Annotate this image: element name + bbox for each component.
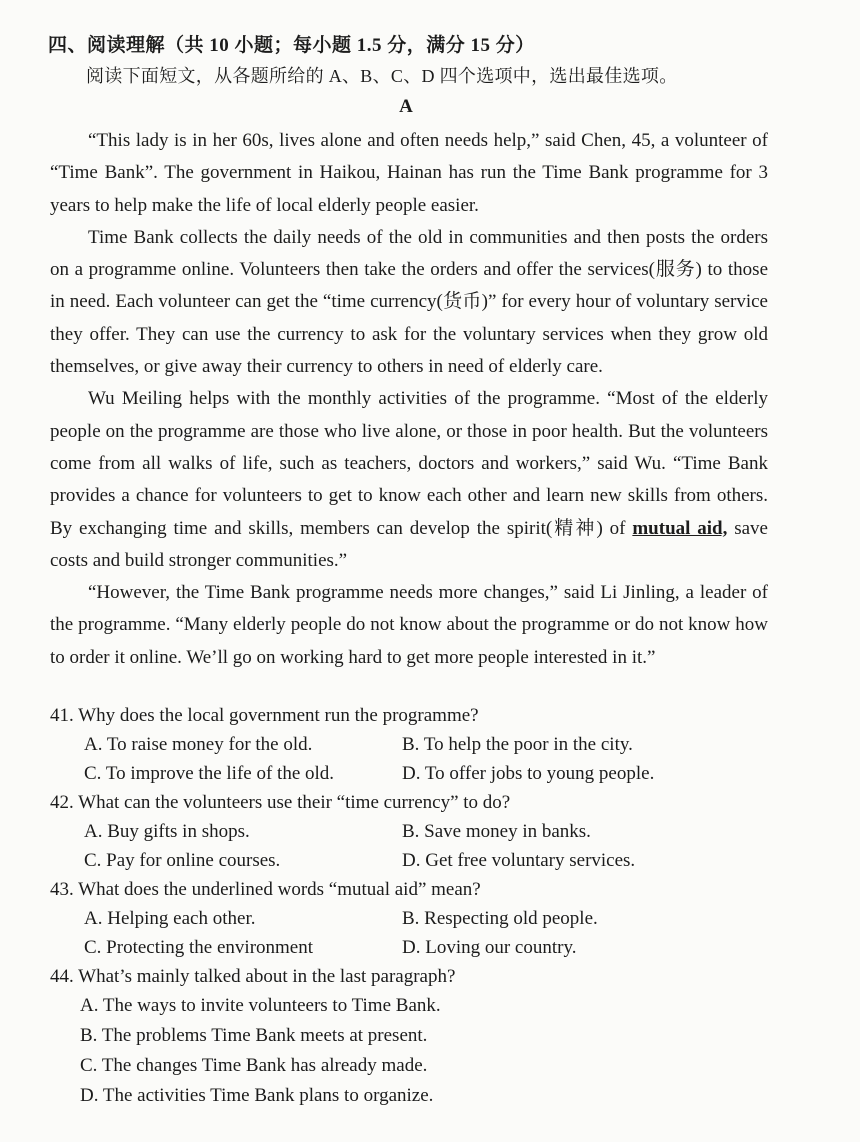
option-c: C. Pay for online courses.	[84, 850, 281, 871]
option-a: A. Helping each other.	[84, 908, 256, 929]
option-b: B. Save money in banks.	[402, 821, 591, 842]
option-b: B. To help the poor in the city.	[402, 734, 633, 755]
option-d: D. To offer jobs to young people.	[402, 763, 655, 784]
option-a: A. The ways to invite volunteers to Time Bank.	[80, 995, 441, 1016]
option-a: A. To raise money for the old.	[84, 734, 313, 755]
question-41	[50, 701, 790, 788]
paragraph-3	[50, 383, 768, 577]
option-d: D. Get free voluntary services.	[402, 850, 636, 871]
option-b: B. Respecting old people.	[402, 908, 598, 929]
option-d: D. Loving our country.	[402, 937, 577, 958]
option-d: D. The activities Time Bank plans to organize.	[80, 1085, 434, 1106]
paragraph-3-text-after: save costs and build stronger communities.”	[50, 517, 768, 571]
paragraph-4: “However, the Time Bank programme needs more changes,” said Li Jinling, a leader of the programme. “Many elderly people do not know about the programme or do not know how to order it online. We’ll go on working hard to get more people interested in it.”	[50, 582, 768, 668]
reading-passage	[50, 125, 768, 674]
question-stem: 42. What can the volunteers use their “time currency” to do?	[50, 792, 511, 813]
option-c: C. Protecting the environment	[84, 937, 314, 958]
section-instruction: 阅读下面短文，从各题所给的 A、B、C、D 四个选项中，选出最佳选项。	[86, 66, 678, 86]
question-stem: 41. Why does the local government run the programme?	[50, 705, 479, 726]
option-b: B. The problems Time Bank meets at present.	[80, 1025, 428, 1046]
option-a: A. Buy gifts in shops.	[84, 821, 250, 842]
paragraph-2: Time Bank collects the daily needs of the old in communities and then posts the orders on a programme online. Volunteers then take the orders and offer the services(服务) to those in need. Each volunteer can get the “time currency(货币)” for every hour of voluntary service they offer. They can use the currency to ask for the voluntary services when they grow old themselves, or give away their currency to others in need of elderly care.	[50, 226, 768, 378]
question-stem: 43. What does the underlined words “mutual aid” mean?	[50, 879, 481, 900]
question-stem: 44. What’s mainly talked about in the last paragraph?	[50, 966, 456, 987]
passage-label: A	[399, 96, 413, 117]
question-43	[50, 875, 790, 962]
question-42	[50, 788, 790, 875]
section-title: 四、阅读理解（共 10 小题；每小题 1.5 分，满分 15 分）	[48, 35, 535, 56]
option-c: C. The changes Time Bank has already made.	[80, 1055, 428, 1076]
question-list	[50, 701, 790, 1111]
underlined-phrase: mutual aid,	[632, 517, 728, 539]
paragraph-3-text-before: Wu Meiling helps with the monthly activities of the programme. “Most of the elderly people on the programme are those who live alone, or those in poor health. But the volunteers come from all walks of life, such as teachers, doctors and workers,” said Wu. “Time Bank provides a chance for volunteers to get to know each other and learn new skills from others. By exchanging time and skills, members can develop the spirit(精神) of	[50, 388, 768, 539]
paragraph-1: “This lady is in her 60s, lives alone and often needs help,” said Chen, 45, a volunteer of “Time Bank”. The government in Haikou, Hainan has run the Time Bank programme for 3 years to help make the life of local elderly people easier.	[50, 130, 768, 216]
question-44	[50, 962, 790, 1111]
option-c: C. To improve the life of the old.	[84, 763, 335, 784]
